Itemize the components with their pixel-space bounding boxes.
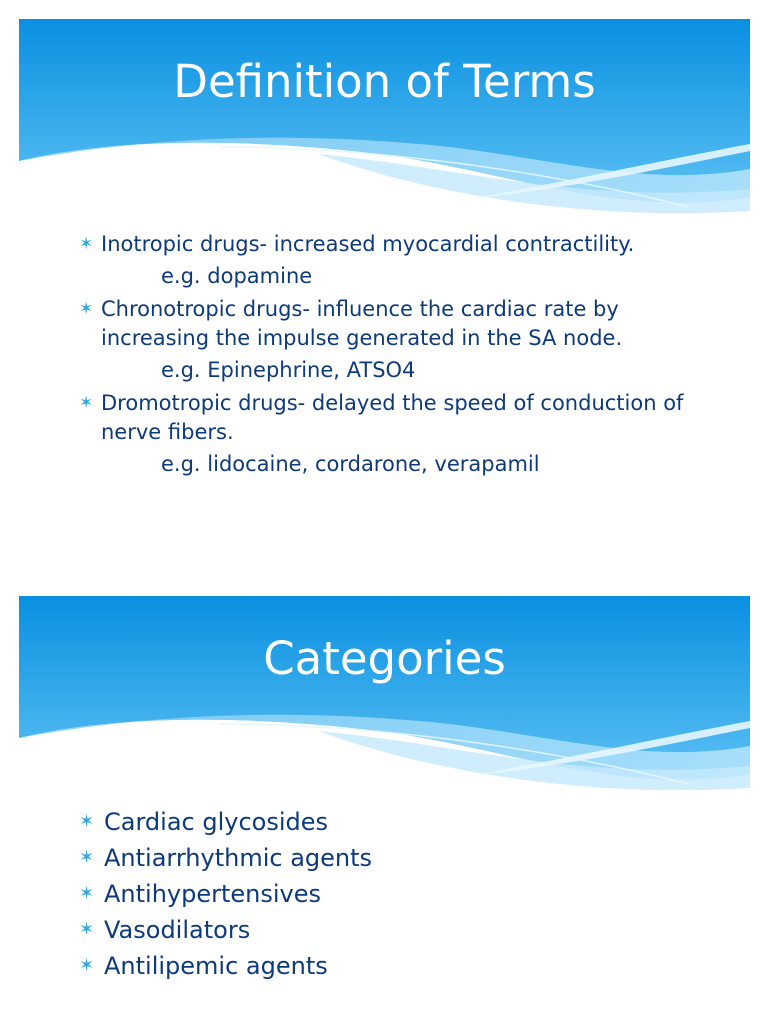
- category-text: Cardiac glycosides: [104, 808, 329, 836]
- category-text: Antilipemic agents: [104, 952, 328, 980]
- asterisk-icon: ✶: [79, 811, 95, 832]
- slide-categories: [19, 596, 750, 1006]
- slide-title: Definition of Terms: [173, 55, 596, 108]
- example-text: e.g. dopamine: [161, 264, 313, 288]
- slide-definition-of-terms: [19, 19, 750, 549]
- asterisk-icon: ✶: [79, 919, 95, 940]
- list-item: [79, 389, 729, 447]
- definitions-list: [79, 230, 729, 483]
- asterisk-icon: ✶: [79, 393, 94, 413]
- definition-text: Inotropic drugs- increased myocardial contractility.: [101, 232, 635, 256]
- category-text: Vasodilators: [104, 916, 251, 944]
- asterisk-icon: ✶: [79, 234, 94, 254]
- list-item: [79, 230, 729, 259]
- asterisk-icon: ✶: [79, 847, 95, 868]
- list-item: [79, 912, 679, 948]
- wave-background-graphic: [19, 596, 750, 796]
- category-text: Antiarrhythmic agents: [104, 844, 373, 872]
- example-text: e.g. lidocaine, cordarone, verapamil: [161, 452, 540, 476]
- slide-header-wave: [19, 19, 750, 219]
- wave-background-graphic: [19, 19, 750, 219]
- list-item: [79, 840, 679, 876]
- categories-list: [79, 804, 679, 984]
- slide-title: Categories: [263, 632, 506, 685]
- category-text: Antihypertensives: [104, 880, 322, 908]
- slide-header-wave: [19, 596, 750, 796]
- list-item: [79, 295, 729, 353]
- definition-text: Chronotropic drugs- influence the cardiac rate by increasing the impulse generated in the SA node.: [101, 297, 623, 350]
- list-item: [79, 804, 679, 840]
- asterisk-icon: ✶: [79, 299, 94, 319]
- example-text: e.g. Epinephrine, ATSO4: [161, 358, 416, 382]
- asterisk-icon: ✶: [79, 883, 95, 904]
- list-item: [79, 948, 679, 984]
- definition-text: Dromotropic drugs- delayed the speed of conduction of nerve fibers.: [101, 391, 684, 444]
- list-item: [79, 876, 679, 912]
- asterisk-icon: ✶: [79, 955, 95, 976]
